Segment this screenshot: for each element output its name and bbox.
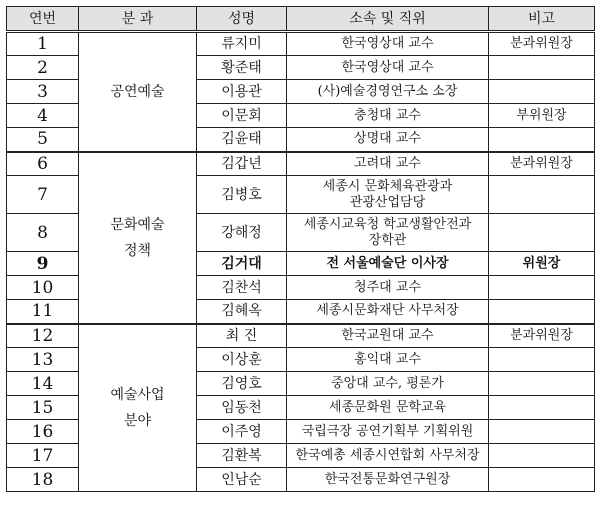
header-field: 분 과 [79,7,197,32]
member-note [489,468,595,492]
affiliation-line: 중앙대 교수, 평론가 [331,375,444,391]
affiliation-line: (사)예술경영연구소 소장 [317,83,458,99]
member-name: 김윤태 [197,128,287,152]
row-number: 11 [7,300,79,324]
row-number: 13 [7,348,79,372]
member-name: 이용관 [197,80,287,104]
member-affiliation [287,396,489,420]
member-note [489,80,595,104]
member-name: 류지미 [197,32,287,56]
member-note [489,300,595,324]
member-name: 최 진 [197,324,287,348]
member-affiliation [287,214,489,252]
row-number: 18 [7,468,79,492]
member-name: 김갑년 [197,152,287,176]
row-number: 7 [7,176,79,214]
row-number: 8 [7,214,79,252]
member-name: 이주영 [197,420,287,444]
affiliation-line: 한국영상대 교수 [341,59,434,75]
header-note: 비고 [489,7,595,32]
header-number: 연번 [7,7,79,32]
table-row [7,32,595,56]
member-affiliation [287,372,489,396]
member-affiliation [287,128,489,152]
member-name: 김병호 [197,176,287,214]
member-name: 강해정 [197,214,287,252]
table-row [7,324,595,348]
row-number: 4 [7,104,79,128]
header-name: 성명 [197,7,287,32]
field-group-cell [79,152,197,324]
member-note [489,372,595,396]
member-note: 분과위원장 [489,32,595,56]
affiliation-line: 한국예총 세종시연합회 사무처장 [295,447,480,463]
member-affiliation [287,276,489,300]
member-affiliation [287,176,489,214]
member-name: 김찬석 [197,276,287,300]
member-affiliation [287,420,489,444]
affiliation-line: 세종시교육청 학교생활안전과 [303,216,472,232]
affiliation-line: 한국교원대 교수 [341,327,434,343]
field-group-label: 예술사업 [110,386,165,403]
row-number: 15 [7,396,79,420]
member-name: 인남순 [197,468,287,492]
member-name: 김영호 [197,372,287,396]
member-note [489,396,595,420]
field-group-cell [79,324,197,492]
member-name: 이문회 [197,104,287,128]
member-name: 이상훈 [197,348,287,372]
affiliation-line: 세종문화원 문학교육 [328,399,447,415]
member-affiliation [287,468,489,492]
member-affiliation [287,152,489,176]
member-note [489,176,595,214]
field-group-cell [79,32,197,152]
row-number: 16 [7,420,79,444]
member-note [489,214,595,252]
row-number: 6 [7,152,79,176]
member-affiliation [287,56,489,80]
affiliation-line: 세종시문화재단 사무처장 [316,303,459,319]
field-group-label: 문화예술 [110,216,165,233]
affiliation-line: 관광산업담당 [349,194,426,210]
affiliation-line: 청주대 교수 [354,279,421,295]
affiliation-line: 충청대 교수 [354,107,421,123]
row-number: 10 [7,276,79,300]
member-affiliation [287,348,489,372]
row-number: 14 [7,372,79,396]
member-note: 분과위원장 [489,324,595,348]
member-affiliation [287,80,489,104]
member-affiliation [287,32,489,56]
row-number: 5 [7,128,79,152]
member-note: 부위원장 [489,104,595,128]
table-row [7,152,595,176]
member-affiliation [287,252,489,276]
affiliation-line: 한국전통문화연구원장 [324,471,451,487]
member-note: 위원장 [489,252,595,276]
member-note [489,444,595,468]
field-group-label: 공연예술 [110,83,165,100]
affiliation-line: 장학관 [368,232,407,248]
member-affiliation [287,104,489,128]
table-header-row [7,7,595,32]
member-name: 김거대 [197,252,287,276]
row-number: 3 [7,80,79,104]
member-affiliation [287,300,489,324]
member-name: 김환복 [197,444,287,468]
row-number: 1 [7,32,79,56]
row-number: 17 [7,444,79,468]
member-name: 임동천 [197,396,287,420]
member-note [489,276,595,300]
affiliation-line: 상명대 교수 [354,131,421,147]
row-number: 2 [7,56,79,80]
member-note [489,128,595,152]
affiliation-line: 한국영상대 교수 [341,36,434,51]
affiliation-line: 홍익대 교수 [354,351,421,367]
row-number: 12 [7,324,79,348]
field-group-label: 분야 [123,412,152,429]
row-number: 9 [7,252,79,276]
affiliation-line: 세종시 문화체육관광과 [322,178,453,194]
affiliation-line: 국립극장 공연기획부 기획위원 [301,423,474,439]
member-name: 김혜옥 [197,300,287,324]
table-body [7,32,595,492]
affiliation-line: 고려대 교수 [354,155,421,171]
member-note: 분과위원장 [489,152,595,176]
member-note [489,348,595,372]
header-affiliation: 소속 및 직위 [287,7,489,32]
affiliation-line: 전 서울예술단 이사장 [326,255,449,271]
committee-table [6,6,595,492]
member-note [489,420,595,444]
member-affiliation [287,324,489,348]
member-name: 황준태 [197,56,287,80]
committee-table-container [6,6,595,492]
member-note [489,56,595,80]
field-group-label: 정책 [123,242,152,259]
member-affiliation [287,444,489,468]
